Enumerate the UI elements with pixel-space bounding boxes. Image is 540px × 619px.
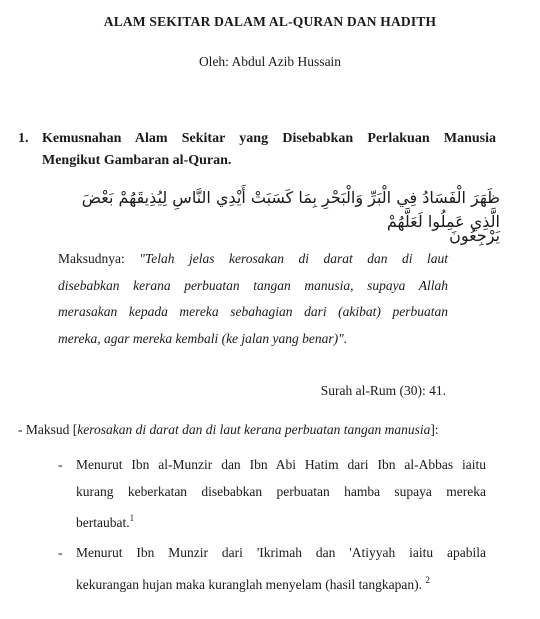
maksud-line	[18, 422, 439, 438]
bullet-text	[76, 452, 486, 537]
section-heading-line-1: Kemusnahan Alam Sekitar yang Disebabkan Perlakuan Manusia	[42, 131, 496, 146]
verse-translation	[58, 246, 448, 352]
translation-line-2: disebabkan kerana perbuatan tangan manusia, supaya Allah	[58, 277, 448, 293]
verse-reference: Surah al-Rum (30): 41.	[320, 383, 446, 398]
section-number: 1.	[18, 131, 29, 146]
bullet-line-text: bertaubat.	[76, 515, 130, 530]
translation-label: Maksudnya:	[58, 251, 125, 266]
bullet-line-text: kekurangan hujan maka kuranglah menyelam (hasil tangkapan).	[76, 576, 422, 592]
translation-line-1	[58, 246, 448, 273]
translation-text-1: "Telah jelas kerosakan di darat dan di laut	[139, 251, 449, 266]
author-line: Oleh: Abdul Azib Hussain	[198, 54, 342, 69]
bullet-line	[76, 505, 486, 537]
bullet-line: Menurut Ibn al-Munzir dan Ibn Abi Hatim dari Ibn al-Abbas iaitu	[76, 457, 486, 472]
footnote-marker-2[interactable]: 2	[425, 574, 430, 585]
document-title: ALAM SEKITAR DALAM AL-QURAN DAN HADITH	[103, 14, 437, 29]
section-heading-line-2: Mengikut Gambaran al-Quran.	[42, 153, 232, 168]
quran-verse-line-2: يَرْجِعُونَ	[449, 226, 500, 245]
bullet-line	[76, 567, 486, 599]
bullet-text	[76, 540, 486, 598]
quran-verse-line-1: ظَهَرَ الْفَسَادُ فِي الْبَرِّ وَالْبَحْرِ بِمَا كَسَبَتْ أَيْدِي النَّاسِ لِيُذِيقَهُمْ بَعْضَ الَّذِي عَمِلُوا لَعَلَّهُمْ	[81, 188, 500, 231]
bullet-dash: -	[58, 545, 63, 560]
bullet-dash: -	[58, 457, 63, 472]
maksud-prefix: - Maksud [	[18, 422, 78, 437]
maksud-italic: kerosakan di darat dan di laut kerana perbuatan tangan manusia	[77, 422, 431, 437]
maksud-suffix: ]:	[430, 422, 439, 437]
bullet-line: kurang keberkatan disebabkan perbuatan hamba supaya mereka	[76, 483, 486, 499]
translation-line-4: mereka, agar mereka kembali (ke jalan yang benar)".	[58, 330, 348, 346]
bullet-line: Menurut Ibn Munzir dari 'Ikrimah dan 'Atiyyah iaitu apabila	[76, 545, 486, 560]
footnote-marker-1[interactable]: 1	[129, 513, 135, 523]
translation-line-3: merasakan kepada mereka sebahagian dari (akibat) perbuatan	[58, 304, 448, 319]
